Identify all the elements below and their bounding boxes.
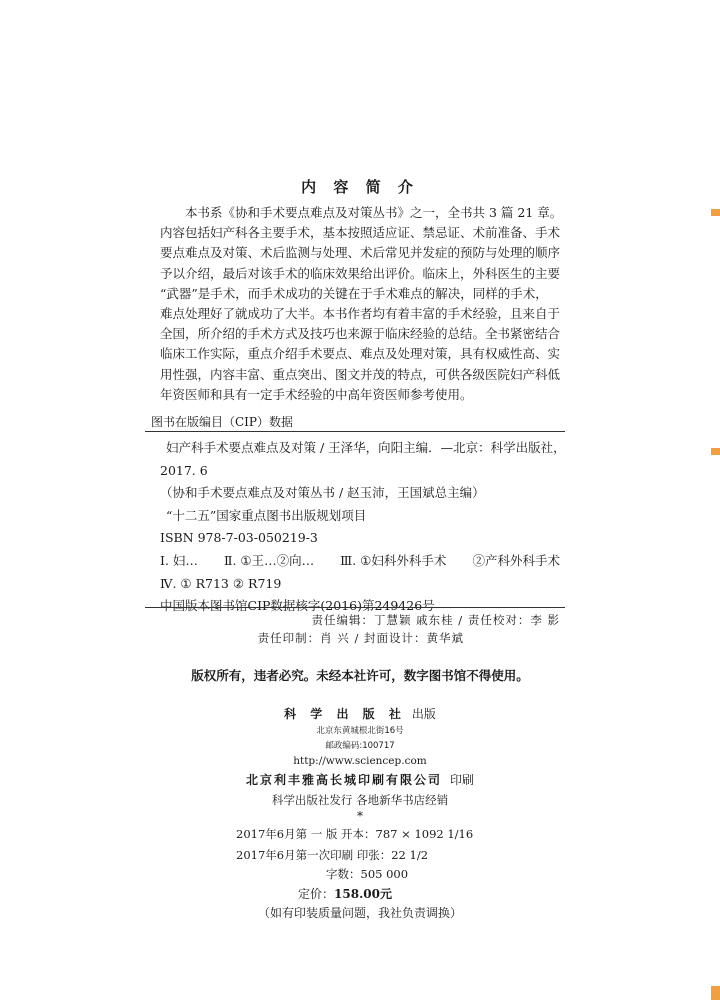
cip-class-3: Ⅲ. ①妇科外科手术: [340, 552, 447, 568]
intro-line: “武器”是手术，而手术成功的关键在于手术难点的解决，同样的手术，: [160, 285, 548, 301]
printing-line: 2017年6月第一次印刷 印张：22 1/2: [236, 848, 429, 862]
page-title: 内 容 简 介: [301, 178, 419, 196]
cip-line: 妇产科手术要点难点及对策 / 王泽华，向阳主编．—北京：科学出版社，: [166, 440, 566, 455]
cip-class-2: Ⅱ. ①王…②向…: [223, 552, 315, 568]
printer-line: [0, 771, 720, 788]
intro-line: 内容包括妇产科各主要手术，基本按照适应证、禁忌证、术前准备、手术: [160, 225, 561, 241]
side-tab-marker: [711, 986, 720, 1000]
price-label: 定价：: [298, 887, 335, 901]
intro-line: 难点处理好了就成功了大半。本书作者均有着丰富的手术经验，且来自于: [160, 306, 561, 322]
publisher-url: http://www.sciencep.com: [293, 755, 427, 767]
price-line: [298, 885, 392, 902]
separator-star: *: [357, 809, 363, 823]
publisher-line: [0, 705, 720, 722]
publisher-address: 北京东黄城根北街16号: [316, 726, 404, 736]
cip-line: ISBN 978-7-03-050219-3: [160, 530, 318, 546]
side-tab-marker: [711, 448, 720, 455]
publisher-suffix: 出版: [411, 707, 436, 721]
intro-line: 年资医师和具有一定手术经验的中高年资医师参考使用。: [160, 386, 473, 402]
cip-line: “十二五”国家重点图书出版规划项目: [166, 507, 367, 523]
cip-block: [160, 437, 566, 618]
cip-heading: 图书在版编目（CIP）数据: [151, 415, 293, 429]
printer-name: 北京利丰雅高长城印刷有限公司: [245, 773, 442, 787]
publisher-name: 科 学 出 版 社: [284, 707, 406, 721]
intro-line: 本书系《协和手术要点难点及对策丛书》之一，全书共 3 篇 21 章。: [185, 205, 563, 220]
copyright-notice: 版权所有，违者必究。未经本社许可，数字图书馆不得使用。: [191, 668, 529, 683]
side-tab-marker: [711, 209, 720, 216]
intro-line: 用性强，内容丰富、重点突出、图文并茂的特点，可供各级医院妇产科低: [160, 366, 561, 382]
intro-paragraph: [160, 203, 563, 405]
production-credits: 责任印制：肖 兴 / 封面设计：黄华斌: [257, 631, 464, 645]
divider: [145, 431, 565, 432]
intro-line: 临床工作实际，重点介绍手术要点、难点及处理对策，具有权威性高、实: [160, 346, 561, 362]
intro-line: 要点难点及对策、术后监测与处理、术后常见并发症的预防与处理的顺序: [160, 245, 561, 261]
cip-class-1: Ⅰ. 妇…: [160, 552, 198, 568]
cip-line: 中国版本图书馆CIP数据核字(2016)第249426号: [160, 598, 435, 614]
cip-line: 2017. 6: [160, 462, 208, 478]
edition-line: 2017年6月第 一 版 开本：787 × 1092 1/16: [236, 827, 474, 841]
cip-class-4: ②产科外科手术: [472, 552, 560, 568]
printer-suffix: 印刷: [450, 773, 475, 787]
intro-line: 予以介绍，最后对该手术的临床效果给出评价。临床上，外科医生的主要: [160, 265, 561, 281]
cip-classification-line: [160, 550, 560, 573]
cip-line: Ⅳ. ① R713 ② R719: [160, 575, 282, 591]
intro-line: 全国，所介绍的手术方式及技巧也来源于临床经验的总结。全书紧密结合: [160, 326, 561, 342]
word-count: 字数：505 000: [326, 867, 409, 881]
quality-note: （如有印装质量问题，我社负责调换）: [257, 906, 462, 920]
publisher-postal: 邮政编码:100717: [325, 741, 395, 751]
divider: [145, 607, 565, 608]
distribution-line: 科学出版社发行 各地新华书店经销: [271, 793, 449, 807]
cip-line: （协和手术要点难点及对策丛书 / 赵玉沛，王国斌总主编）: [160, 485, 485, 501]
price-value: 158.00元: [334, 887, 392, 901]
editor-credits: 责任编辑：丁慧颖 戚东桂 / 责任校对：李 影: [311, 613, 560, 627]
